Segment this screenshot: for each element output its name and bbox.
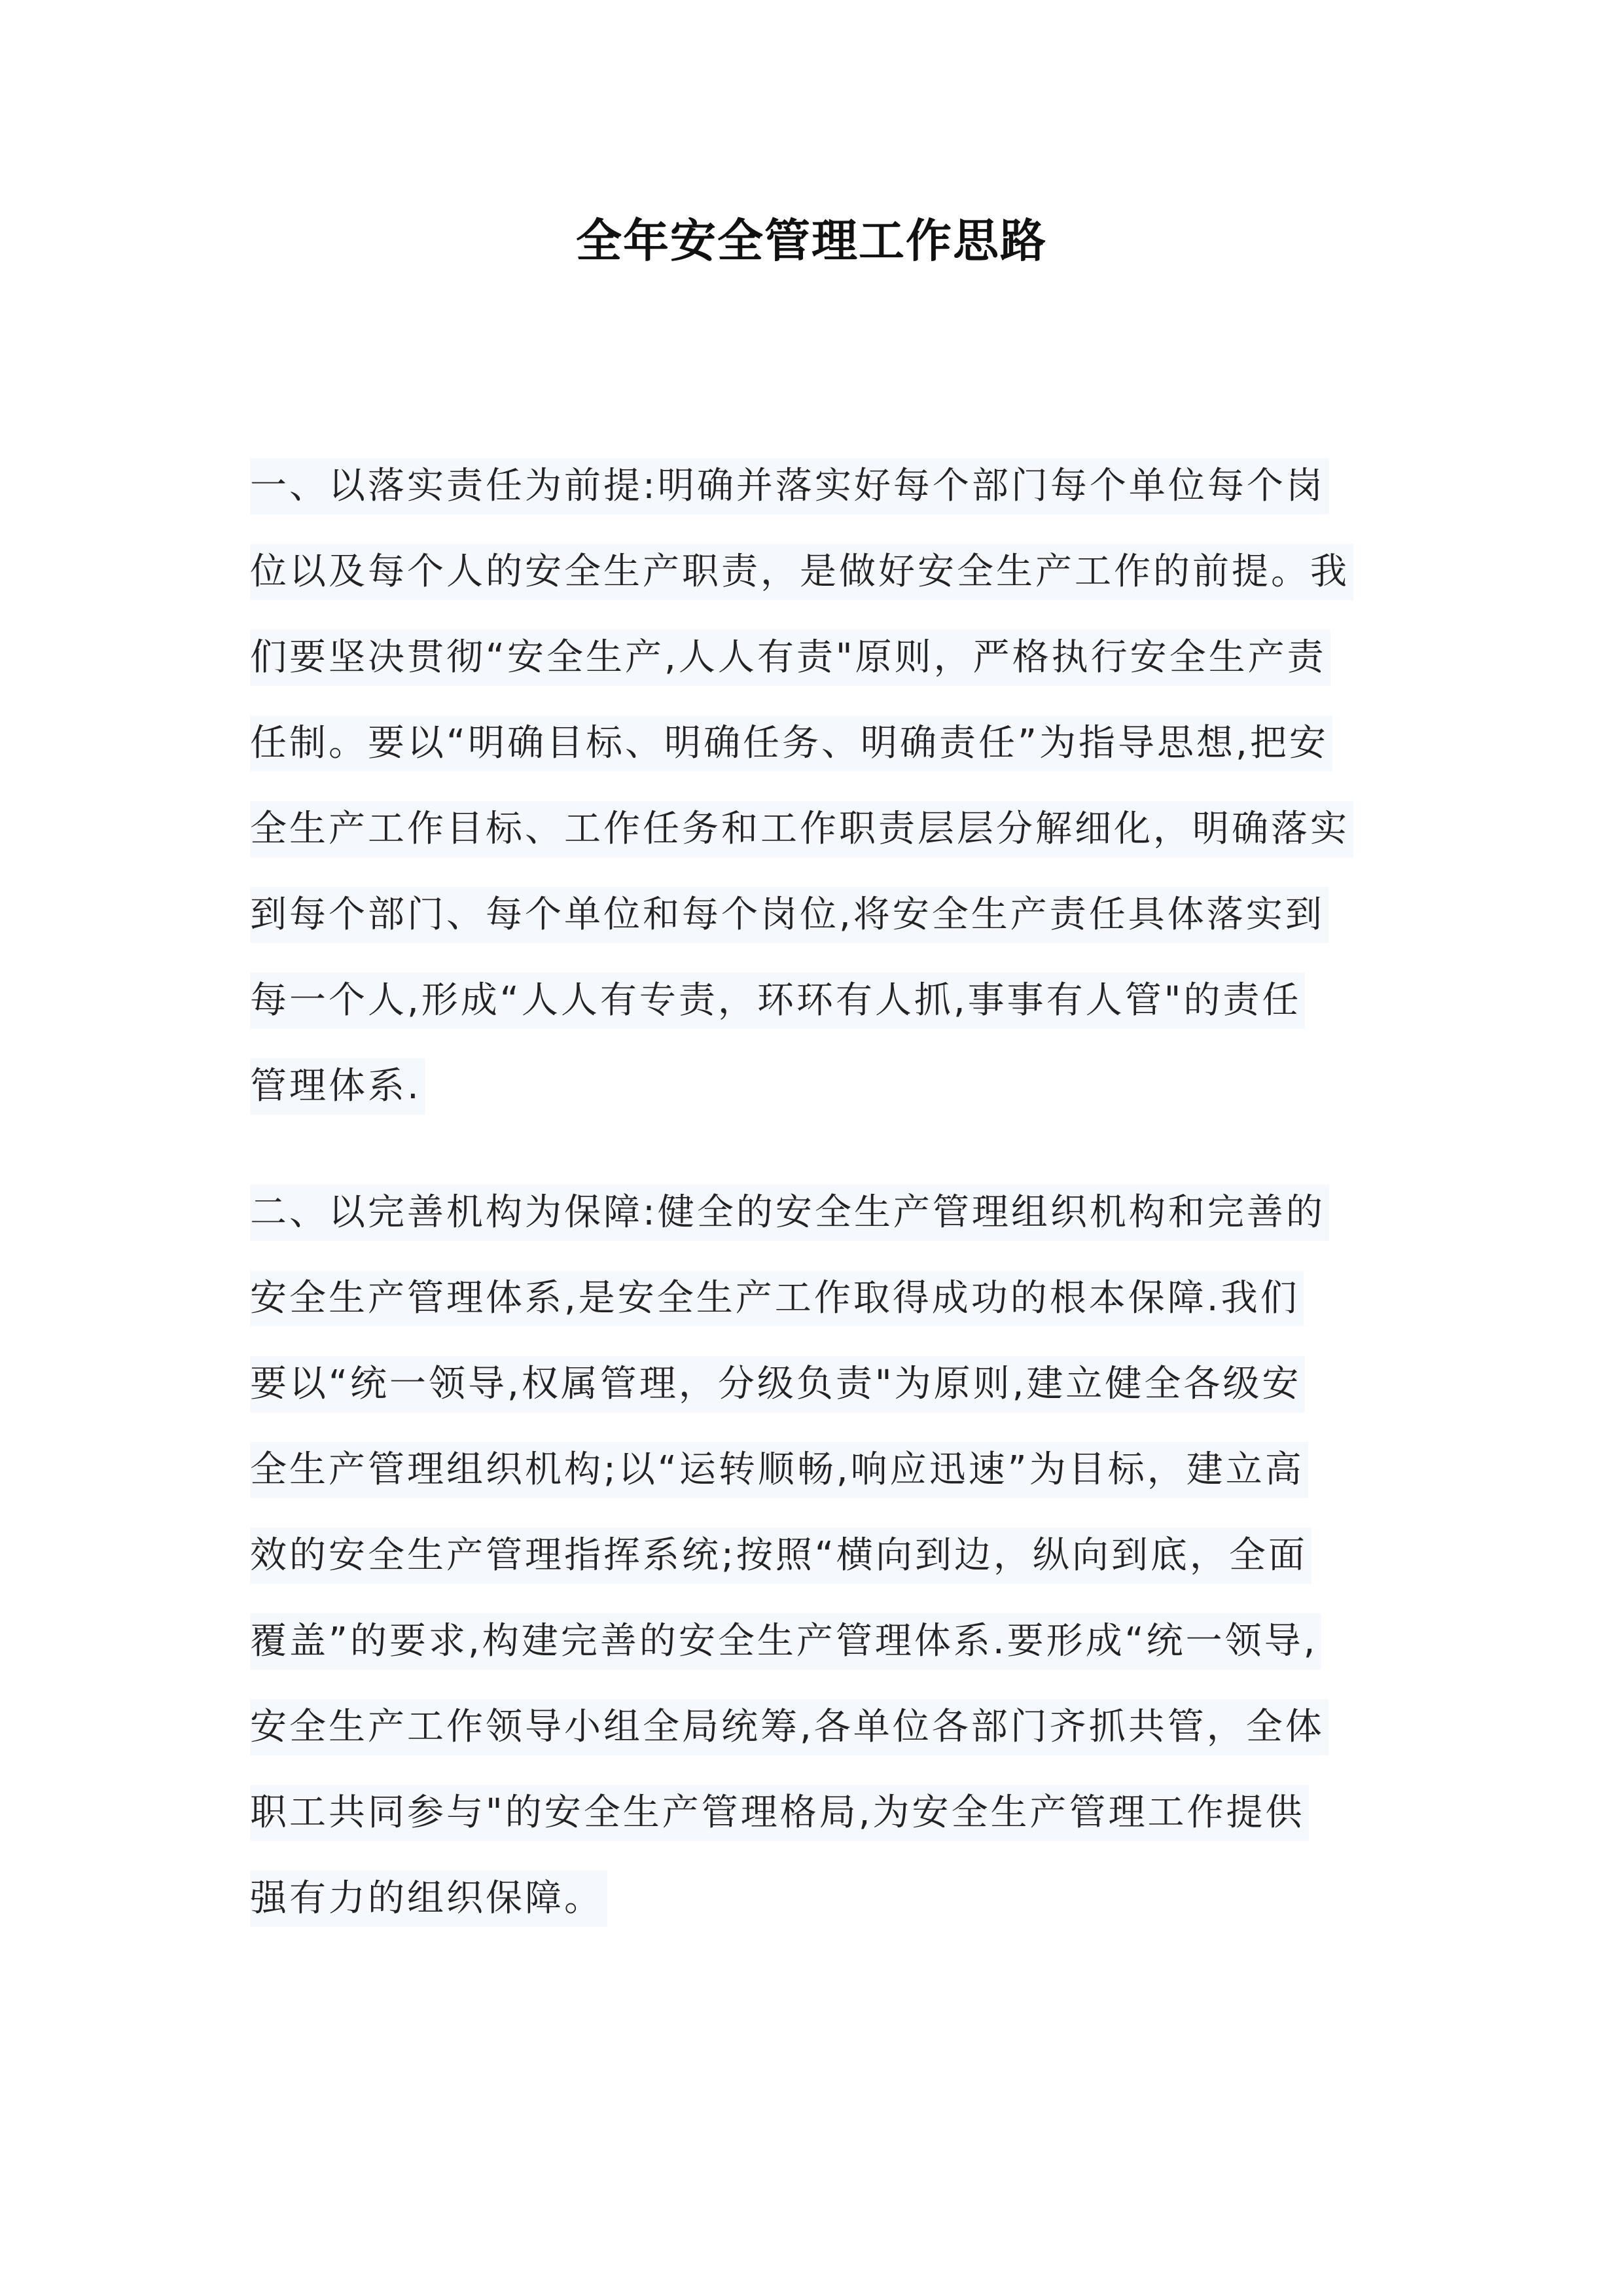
paragraph-line: 强有力的组织保障。 xyxy=(250,1871,607,1927)
paragraph-line: 到每个部门、每个单位和每个岗位,将安全生产责任具体落实到 xyxy=(250,887,1329,943)
paragraph-line: 要以“统一领导,权属管理，分级负责"为原则,建立健全各级安 xyxy=(250,1356,1305,1412)
paragraph-line: 管理体系. xyxy=(250,1058,425,1115)
paragraph-line: 安全生产管理体系,是安全生产工作取得成功的根本保障.我们 xyxy=(250,1270,1304,1327)
paragraph-line: 位以及每个人的安全生产职责，是做好安全生产工作的前提。我 xyxy=(250,544,1353,600)
paragraph-line: 效的安全生产管理指挥系统;按照“横向到边，纵向到底，全面 xyxy=(250,1528,1311,1584)
paragraph-line: 全生产管理组织机构;以“运转顺畅,响应迅速”为目标，建立高 xyxy=(250,1442,1308,1498)
paragraph-line: 安全生产工作领导小组全局统筹,各单位各部门齐抓共管，全体 xyxy=(250,1699,1329,1755)
paragraph-line: 每一个人,形成“人人有专责，环环有人抓,事事有人管"的责任 xyxy=(250,973,1305,1029)
paragraph-line: 一、以落实责任为前提:明确并落实好每个部门每个单位每个岗 xyxy=(250,458,1329,514)
paragraph-line: 职工共同参与"的安全生产管理格局,为安全生产管理工作提供 xyxy=(250,1785,1309,1841)
paragraph-line: 二、以完善机构为保障:健全的安全生产管理组织机构和完善的 xyxy=(250,1185,1329,1241)
paragraph-line: 覆盖”的要求,构建完善的安全生产管理体系.要形成“统一领导, xyxy=(250,1613,1321,1670)
paragraph-line: 们要坚决贯彻“安全生产,人人有责"原则，严格执行安全生产责 xyxy=(250,630,1330,686)
document-title: 全年安全管理工作思路 xyxy=(576,213,1047,268)
paragraph-line: 任制。要以“明确目标、明确任务、明确责任”为指导思想,把安 xyxy=(250,715,1332,772)
paragraph-line: 全生产工作目标、工作任务和工作职责层层分解细化，明确落实 xyxy=(250,801,1353,857)
